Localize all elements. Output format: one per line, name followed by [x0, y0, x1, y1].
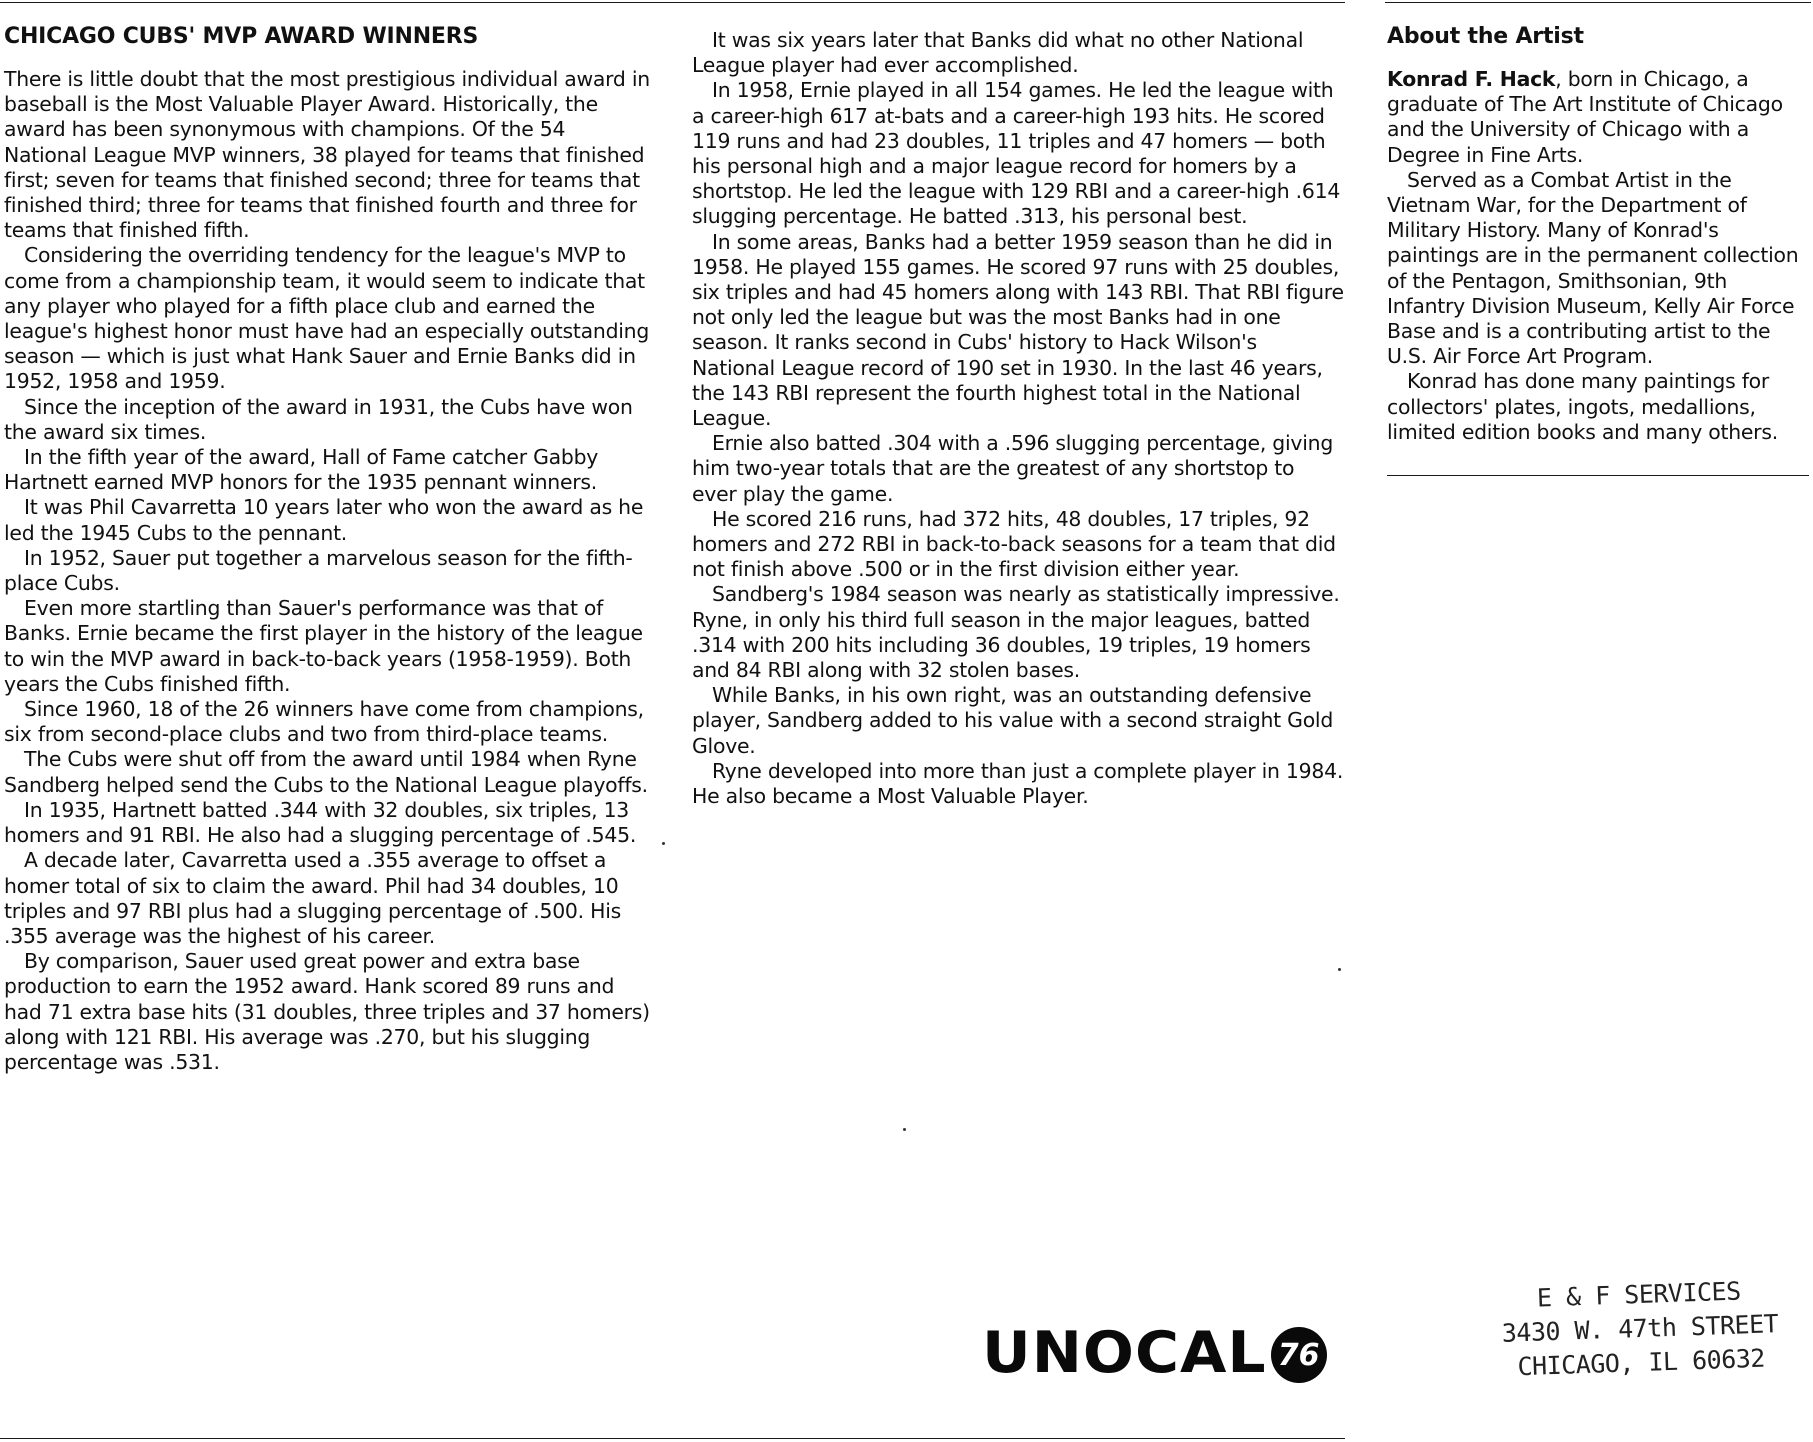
- artist-end-rule: [1387, 475, 1809, 476]
- article-column-1: [4, 20, 654, 1075]
- artist-name: Konrad F. Hack: [1387, 67, 1556, 91]
- paragraph: In the fifth year of the award, Hall of Fame catcher Gabby Hartnett earned MVP honors for the 1935 pennant winners.: [4, 445, 599, 495]
- paragraph: Ryne developed into more than just a complete player in 1984. He also became a Most Valuable Player.: [692, 758, 1344, 809]
- paragraph: It was six years later that Banks did what no other National League player had ever accomplished.: [692, 28, 1304, 78]
- paragraph: Ernie also batted .304 with a .596 slugging percentage, giving him two-year totals that are the greatest of any shortstop to ever play the game.: [692, 431, 1334, 506]
- paragraph: In 1958, Ernie played in all 154 games. He led the league with a career-high 617 at-bats and a career-high 193 hits. He scored 119 runs and had 23 doubles, 11 triples and 47 homers — both his personal high and a major league record for homers by a shortstop. He led the league with 129 RBI and a career-high .614 slugging percentage. He batted .313, his personal best.: [692, 78, 1341, 229]
- paragraph: Sandberg's 1984 season was nearly as statistically impressive. Ryne, in only his third full season in the major leagues, batted .314 with 200 hits including 36 doubles, 19 triples, 19 homers and 84 RBI along with 32 stolen bases.: [692, 582, 1340, 683]
- paragraph: Since the inception of the award in 1931, the Cubs have won the award six times.: [4, 394, 633, 444]
- paragraph: He scored 216 runs, had 372 hits, 48 doubles, 17 triples, 92 homers and 272 RBI in back-to-back seasons for a team that did not finish above .500 or in the first division either year.: [692, 506, 1336, 582]
- scan-speck: [662, 842, 665, 845]
- article-title: CHICAGO CUBS' MVP AWARD WINNERS: [4, 24, 479, 49]
- about-artist-heading: About the Artist: [1387, 24, 1584, 49]
- paragraph: In 1952, Sauer put together a marvelous season for the fifth-place Cubs.: [4, 545, 633, 596]
- article-column-2: [692, 28, 1344, 809]
- paragraph: By comparison, Sauer used great power and extra base production to earn the 1952 award. Hank scored 89 runs and had 71 extra base hits (31 doubles, three triples and 37 homers) along with 121 RBI. His average was .270, but his slugging percentage was .531.: [4, 949, 650, 1074]
- unocal-logo: [982, 1318, 1327, 1388]
- artist-bio: [1387, 67, 1809, 168]
- paragraph: While Banks, in his own right, was an outstanding defensive player, Sandberg added to his value with a second straight Gold Glove.: [692, 683, 1334, 758]
- paragraph: It was Phil Cavarretta 10 years later who won the award as he led the 1945 Cubs to the pennant.: [4, 495, 644, 545]
- artist-works: Konrad has done many paintings for collectors' plates, ingots, medallions, limited edition books and many others.: [1387, 369, 1778, 444]
- paragraph: A decade later, Cavarretta used a .355 average to offset a homer total of six to claim the award. Phil had 34 doubles, 10 triples and 97 RBI plus had a slugging percentage of .500. His .355 average was the highest of his career.: [4, 848, 621, 948]
- top-rule-right: [1385, 2, 1811, 3]
- unocal-76-icon: 76: [1271, 1327, 1327, 1383]
- paragraph: There is little doubt that the most prestigious individual award in baseball is the Most Valuable Player Award. Historically, the award has been synonymous with champions. Of the 54 National League MVP winners, 38 played for teams that finished first; seven for teams that finished second; three for teams that finished third; three for teams that finished fourth and three for teams that finished fifth.: [4, 67, 650, 243]
- scan-speck: [903, 1128, 906, 1131]
- artist-service: Served as a Combat Artist in the Vietnam War, for the Department of Military History. Many of Konrad's paintings are in the permanent collection of the Pentagon, Smithsonian, 9th Infantry Division Museum, Kelly Air Force Base and is a contributing artist to the U.S. Air Force Art Program.: [1387, 167, 1799, 369]
- paragraph: In 1935, Hartnett batted .344 with 32 doubles, six triples, 13 homers and 91 RBI. He also had a slugging percentage of .545.: [4, 797, 637, 848]
- about-artist-column: [1387, 20, 1809, 476]
- stamp-line-street: 3430 W. 47th STREET: [1501, 1309, 1779, 1348]
- top-rule: [0, 2, 1345, 3]
- scan-speck: [1338, 968, 1341, 971]
- paragraph: Considering the overriding tendency for the league's MVP to come from a championship team, it would seem to indicate that any player who played for a fifth place club and earned the league's highest honor must have had an especially outstanding season — which is just what Hank Sauer and Ernie Banks did in 1952, 1958 and 1959.: [4, 243, 650, 394]
- address-stamp: [1488, 1273, 1791, 1385]
- stamp-line-city: CHICAGO, IL 60632: [1517, 1343, 1766, 1382]
- paragraph: The Cubs were shut off from the award until 1984 when Ryne Sandberg helped send the Cubs to the National League playoffs.: [4, 747, 648, 797]
- stamp-line-company: E & F SERVICES: [1536, 1276, 1742, 1313]
- paragraph: Since 1960, 18 of the 26 winners have come from champions, six from second-place clubs and two from third-place teams.: [4, 697, 644, 747]
- artist-bio-text: , born in Chicago, a graduate of The Art Institute of Chicago and the University of Chicago with a Degree in Fine Arts.: [1387, 67, 1783, 167]
- paragraph: In some areas, Banks had a better 1959 season than he did in 1958. He played 155 games. He scored 97 runs with 25 doubles, six triples and had 45 homers along with 143 RBI. That RBI figure not only led the league but was the most Banks had in one season. It ranks second in Cubs' history to Hack Wilson's National League record of 190 set in 1930. In the last 46 years, the 143 RBI represent the fourth highest total in the National League.: [692, 229, 1344, 431]
- bottom-rule: [0, 1438, 1345, 1439]
- logo-wordmark: UNOCAL: [982, 1319, 1267, 1387]
- paragraph: Even more startling than Sauer's performance was that of Banks. Ernie became the first player in the history of the league to win the MVP award in back-to-back years (1958-1959). Both years the Cubs finished fifth.: [4, 596, 643, 696]
